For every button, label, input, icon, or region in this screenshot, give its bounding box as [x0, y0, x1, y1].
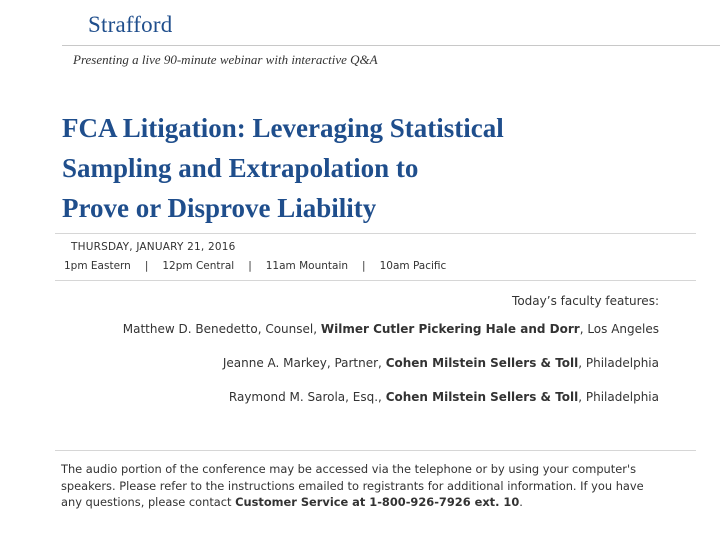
faculty-firm: Cohen Milstein Sellers & Toll	[385, 390, 579, 404]
time-eastern: 1pm Eastern	[64, 260, 131, 272]
time-separator: |	[144, 260, 149, 272]
faculty-name: Jeanne A. Markey, Partner,	[222, 356, 386, 370]
title-line-1: FCA Litigation: Leveraging Statistical	[62, 113, 504, 143]
faculty-name: Raymond M. Sarola, Esq.,	[228, 390, 386, 404]
time-mountain: 11am Mountain	[265, 260, 349, 272]
webinar-title	[62, 108, 682, 228]
time-separator: |	[248, 260, 252, 272]
webinar-date: THURSDAY, JANUARY 21, 2016	[71, 241, 236, 253]
faculty-member-1	[123, 322, 659, 336]
faculty-member-3	[229, 390, 659, 404]
time-separator: |	[362, 260, 366, 272]
footer-end: .	[519, 495, 523, 509]
times-divider	[55, 280, 696, 281]
time-pacific: 10am Pacific	[379, 260, 447, 272]
footer-text: The audio portion of the conference may be accessed via the telephone or by using your computer's speakers. Please refer to the instructions emailed to registrants for additional information. If you have any questions, please contact	[61, 462, 644, 509]
faculty-name: Matthew D. Benedetto, Counsel,	[122, 322, 321, 336]
faculty-firm: Cohen Milstein Sellers & Toll	[385, 356, 579, 370]
faculty-location: , Los Angeles	[579, 322, 659, 336]
footer-notice	[61, 461, 661, 511]
time-central: 12pm Central	[162, 260, 235, 272]
faculty-heading: Today’s faculty features:	[512, 294, 659, 308]
webinar-times	[64, 260, 446, 272]
title-line-3: Prove or Disprove Liability	[62, 193, 377, 223]
customer-service-contact: Customer Service at 1-800-926-7926 ext. 10	[235, 495, 520, 509]
faculty-location: , Philadelphia	[578, 390, 659, 404]
footer-divider	[55, 450, 696, 451]
header-divider	[62, 45, 720, 46]
faculty-firm: Wilmer Cutler Pickering Hale and Dorr	[320, 322, 580, 336]
tagline: Presenting a live 90-minute webinar with interactive Q&A	[73, 52, 378, 67]
title-divider	[55, 233, 696, 234]
faculty-member-2	[223, 356, 659, 370]
strafford-logo: Strafford	[88, 12, 173, 37]
faculty-location: , Philadelphia	[578, 356, 659, 370]
title-line-2: Sampling and Extrapolation to	[62, 153, 419, 183]
